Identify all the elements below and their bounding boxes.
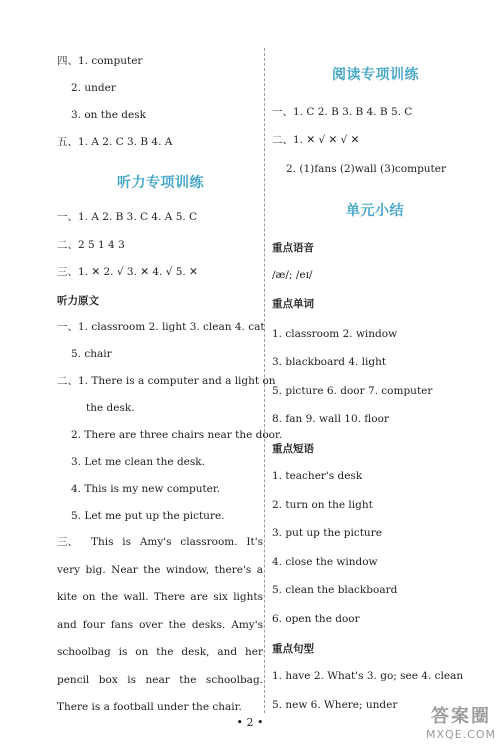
- words-line: 3. blackboard 4. light: [272, 356, 387, 368]
- script1-line2: 5. chair: [71, 348, 112, 360]
- listening-q3: 三、1. ✕ 2. √ 3. ✕ 4. √ 5. ✕: [57, 266, 198, 278]
- script3-passage: [57, 529, 263, 722]
- sentences-title: 重点句型: [272, 643, 314, 655]
- phrase-line: 5. clean the blackboard: [272, 584, 398, 596]
- unit-summary-title: 单元小结: [346, 203, 404, 219]
- phrase-line: 2. turn on the light: [272, 499, 373, 511]
- script2-line4: 3. Let me clean the desk.: [71, 456, 205, 468]
- s4-line3: 3. on the desk: [71, 109, 146, 121]
- reading-q2-part1: 二、1. ✕ √ ✕ √ ✕: [272, 134, 360, 146]
- script2-line1: 二、1. There is a computer and a light on: [57, 375, 276, 387]
- phrase-line: 4. close the window: [272, 556, 378, 568]
- script3-label: 三、: [57, 536, 78, 548]
- phrase-line: 3. put up the picture: [272, 527, 382, 539]
- sentence-line: 1. have 2. What's 3. go; see 4. clean: [272, 670, 464, 682]
- script-title: 听力原文: [57, 295, 99, 307]
- phonics-title: 重点语音: [272, 242, 314, 254]
- phrase-line: 1. teacher's desk: [272, 470, 363, 482]
- s5-answers: 五、1. A 2. C 3. B 4. A: [57, 136, 173, 148]
- script2-line3: 2. There are three chairs near the door.: [71, 429, 283, 441]
- phrase-line: 6. open the door: [272, 613, 360, 625]
- script3-text: This is Amy's classroom. It's very big. Near the window, there's a kite on the wall. There are six lights and four fans over the desks. Amy's schoolbag is on the desk, and her pencil box is near the schoolbag. There is a football under the chair.: [57, 536, 263, 713]
- script2-line2: the desk.: [86, 402, 135, 414]
- phonics-content: /æ/; /eɪ/: [272, 269, 313, 281]
- listening-section-title: 听力专项训练: [117, 175, 204, 191]
- sentence-line: 5. new 6. Where; under: [272, 699, 398, 711]
- words-title: 重点单词: [272, 298, 314, 310]
- page-number: • 2 •: [236, 716, 264, 729]
- words-line: 5. picture 6. door 7. computer: [272, 385, 433, 397]
- phrases-title: 重点短语: [272, 443, 314, 455]
- words-line: 1. classroom 2. window: [272, 328, 398, 340]
- script2-line5: 4. This is my new computer.: [71, 483, 221, 495]
- reading-section-title: 阅读专项训练: [332, 67, 419, 83]
- words-line: 8. fan 9. wall 10. floor: [272, 413, 389, 425]
- script1-line1: 一、1. classroom 2. light 3. clean 4. cat: [57, 321, 265, 333]
- s4-line1: 四、1. computer: [57, 55, 143, 67]
- script2-line6: 5. Let me put up the picture.: [71, 510, 225, 522]
- reading-q2-part2: 2. (1)fans (2)wall (3)computer: [286, 163, 447, 175]
- watermark-sub: MXQE.COM: [426, 728, 496, 741]
- listening-q2: 二、2 5 1 4 3: [57, 239, 125, 251]
- watermark-main: 答案圈: [431, 706, 492, 727]
- listening-q1: 一、1. A 2. B 3. C 4. A 5. C: [57, 211, 198, 223]
- watermark: [426, 702, 496, 741]
- s4-line2: 2. under: [71, 82, 116, 94]
- reading-q1: 一、1. C 2. B 3. B 4. B 5. C: [272, 106, 413, 118]
